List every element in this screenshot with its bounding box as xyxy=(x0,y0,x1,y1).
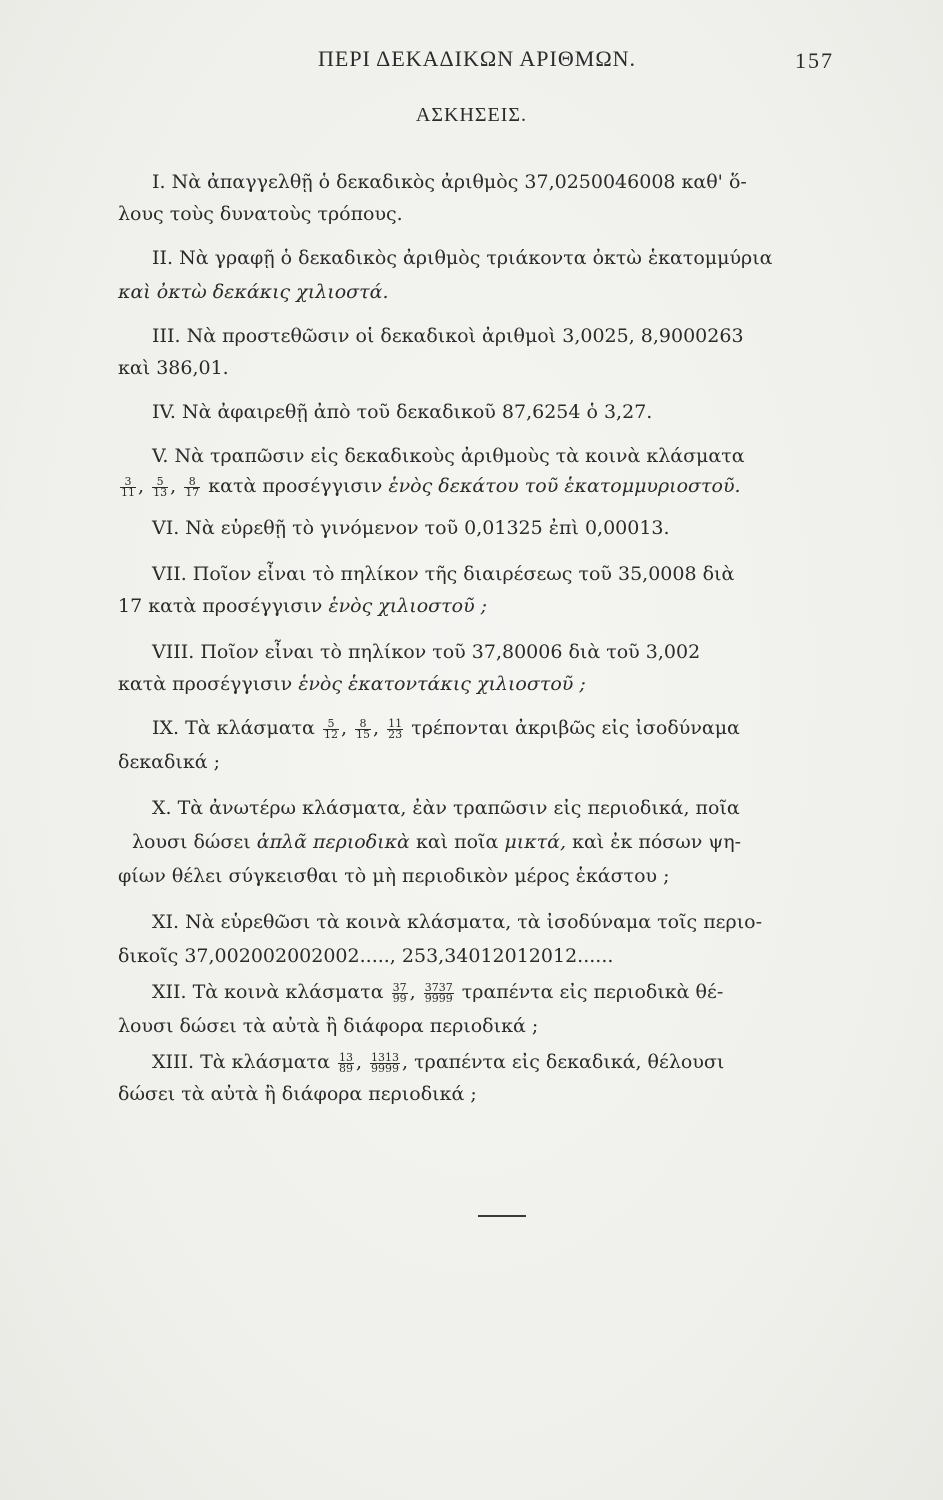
exercise-1-line-2: λους τοὺς δυνατοὺς τρόπους. xyxy=(118,203,403,225)
section-title: ΑΣΚΗΣΕΙΣ. xyxy=(415,104,528,126)
exercise-13-line-1: XIII. Τὰ κλάσματα $\frac{13}{89}$ , $\frac{1313}{9999}$ , τραπέντα εἰς δεκαδικά, θέλουσι xyxy=(152,1050,725,1075)
exercise-10-text-a: λουσι δώσει xyxy=(132,831,251,853)
exercise-7-text-b: ἑνὸς χιλιοστοῦ ; xyxy=(328,595,488,617)
fraction-37-99: $\frac{37}{99}$ xyxy=(392,980,407,1005)
exercise-9-line-1: IX. Τὰ κλάσματα $\frac{5}{12}$ , $\frac{8}{15}$ , $\frac{11}{23}$ τρέπονται ἀκριβῶς εἰς ἰσοδύναμα xyxy=(152,716,740,741)
exercise-8-text-b: ἑνὸς ἑκατοντάκις χιλιοστοῦ ; xyxy=(298,673,586,695)
exercise-9-text-b: τρέπονται ἀκριβῶς εἰς ἰσοδύναμα xyxy=(411,717,740,739)
exercise-4-line-1: IV. Νὰ ἀφαιρεθῇ ἀπὸ τοῦ δεκαδικοῦ 87,6254 ὁ 3,27. xyxy=(152,401,653,423)
exercise-10-line-2 xyxy=(132,830,741,854)
fraction-13-89: $\frac{13}{89}$ xyxy=(338,1050,353,1075)
exercise-11-line-2: δικοῖς 37,002002002002....., 253,34012012012...... xyxy=(118,945,614,967)
exercise-5-text-a: κατὰ προσέγγισιν xyxy=(208,475,383,497)
exercise-13-text-a: XIII. Τὰ κλάσματα xyxy=(152,1051,330,1073)
exercise-12-line-1: XII. Τὰ κοινὰ κλάσματα $\frac{37}{99}$ , $\frac{3737}{9999}$ τραπέντα εἰς περιοδικὰ θέ- xyxy=(152,980,724,1005)
exercise-10-text-b: ἁπλᾶ περιοδικὰ xyxy=(256,831,410,853)
exercise-8-line-1: VIII. Ποῖον εἶναι τὸ πηλίκον τοῦ 37,80006 διὰ τοῦ 3,002 xyxy=(152,641,701,663)
page-number: 157 xyxy=(795,48,834,73)
exercise-12-text-b: τραπέντα εἰς περιοδικὰ θέ- xyxy=(461,981,724,1003)
exercise-13-text-b: τραπέντα εἰς δεκαδικά, θέλουσι xyxy=(414,1051,725,1073)
exercise-10-text-d: μικτά, xyxy=(504,831,567,853)
exercise-2-line-2: καὶ ὀκτὼ δεκάκις χιλιοστά. xyxy=(118,281,389,303)
fraction-11-23: $\frac{11}{23}$ xyxy=(388,716,403,741)
exercise-12-text-a: XII. Τὰ κοινὰ κλάσματα xyxy=(152,981,384,1003)
exercise-1-line-1: I. Νὰ ἀπαγγελθῇ ὁ δεκαδικὸς ἀριθμὸς 37,0250046008 καθ' ὅ- xyxy=(152,171,747,193)
exercise-5-text-b: ἑνὸς δεκάτου τοῦ ἑκατομμυριοστοῦ. xyxy=(388,475,741,497)
end-rule xyxy=(478,1215,526,1217)
fraction-8-17: $\frac{8}{17}$ xyxy=(185,474,200,499)
fraction-8-15: $\frac{8}{15}$ xyxy=(356,716,371,741)
exercise-13-line-2: δώσει τὰ αὐτὰ ἢ διάφορα περιοδικά ; xyxy=(118,1083,477,1105)
running-title: ΠΕΡΙ ΔΕΚΑΔΙΚΩΝ ΑΡΙΘΜΩΝ. xyxy=(318,46,637,71)
exercise-11-line-1: XI. Νὰ εὑρεθῶσι τὰ κοινὰ κλάσματα, τὰ ἰσοδύναμα τοῖς περιο- xyxy=(152,911,763,933)
fraction-1313-9999: $\frac{1313}{9999}$ xyxy=(371,1050,400,1075)
exercise-3-line-1: III. Νὰ προστεθῶσιν οἱ δεκαδικοὶ ἀριθμοὶ 3,0025, 8,9000263 xyxy=(152,325,744,347)
exercise-10-line-1: X. Τὰ ἀνωτέρω κλάσματα, ἐὰν τραπῶσιν εἰς περιοδικά, ποῖα xyxy=(152,797,740,819)
exercise-2-line-1: II. Νὰ γραφῇ ὁ δεκαδικὸς ἀριθμὸς τριάκοντα ὀκτὼ ἑκατομμύρια xyxy=(152,247,773,269)
exercise-5-line-1: V. Νὰ τραπῶσιν εἰς δεκαδικοὺς ἀριθμοὺς τὰ κοινὰ κλάσματα xyxy=(152,445,745,467)
exercise-7-line-2 xyxy=(118,594,487,618)
exercise-10-text-e: καὶ ἐκ πόσων ψη- xyxy=(572,831,742,853)
exercise-9-text-a: IX. Τὰ κλάσματα xyxy=(152,717,315,739)
exercise-7-text-a: 17 κατὰ προσέγγισιν xyxy=(118,595,323,617)
exercise-8-line-2 xyxy=(118,672,586,696)
fraction-3737-9999: $\frac{3737}{9999}$ xyxy=(424,980,453,1005)
exercise-3-line-2: καὶ 386,01. xyxy=(118,357,229,379)
exercise-6-line-1: VI. Νὰ εὑρεθῇ τὸ γινόμενον τοῦ 0,01325 ἐπὶ 0,00013. xyxy=(152,517,670,539)
fraction-5-13: $\frac{5}{13}$ xyxy=(153,474,168,499)
exercise-8-text-a: κατὰ προσέγγισιν xyxy=(118,673,293,695)
exercise-10-text-c: καὶ ποῖα xyxy=(415,831,499,853)
exercise-7-line-1: VII. Ποῖον εἶναι τὸ πηλίκον τῆς διαιρέσεως τοῦ 35,0008 διὰ xyxy=(152,563,735,585)
exercise-5-line-2: $\frac{3}{11}$ , $\frac{5}{13}$ , $\frac{8}{17}$ κατὰ προσέγγισιν ἑνὸς δεκάτου τοῦ ἑκατομμυριοστοῦ. xyxy=(121,474,741,499)
exercise-10-line-3: φίων θέλει σύγκεισθαι τὸ μὴ περιοδικὸν μέρος ἑκάστου ; xyxy=(118,865,670,887)
exercise-9-line-2: δεκαδικά ; xyxy=(118,751,221,773)
exercise-12-line-2: λουσι δώσει τὰ αὐτὰ ἢ διάφορα περιοδικά ; xyxy=(118,1015,539,1037)
fraction-3-11: $\frac{3}{11}$ xyxy=(121,474,135,499)
fraction-5-12: $\frac{5}{12}$ xyxy=(323,716,338,741)
